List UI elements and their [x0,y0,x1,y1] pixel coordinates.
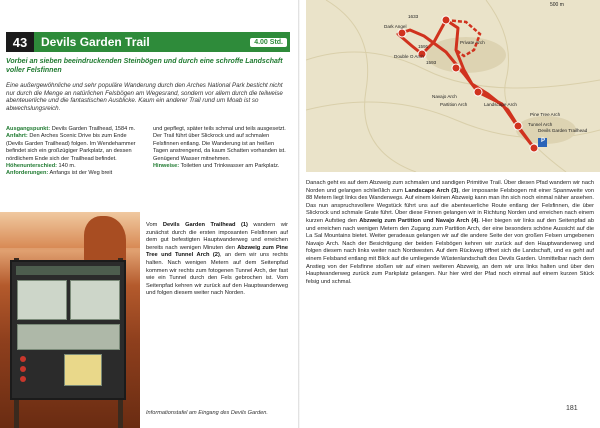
waypoint-2-icon [514,122,522,130]
map-label-dark-angel: Dark Angel [384,24,407,29]
access-label: Anfahrt: [6,133,28,140]
requirements-label: Anforderungen: [6,170,49,177]
waypoint-3-icon [474,88,482,96]
requirements-text: Anfangs ist der Weg breit [49,170,113,177]
facts-left [6,126,143,178]
facts-right [153,126,290,170]
body-junction: Abzweig zum Pine Tree und Tunnel Arch (2) [146,244,288,259]
board-panel [17,324,120,350]
start-text: Devils Garden Trailhead, 1584 m. [51,126,136,132]
parking-label: P [541,138,546,144]
photo-rock [84,216,126,264]
body-text-start: Vom [146,222,163,228]
elevation-text: 140 m. [58,163,76,170]
warning-sign-icon [20,356,26,362]
right-body-text [306,180,594,286]
map-label-private: Private Arch [460,40,485,45]
body-text [146,222,288,298]
map-label-tunnel: Tunnel Arch [528,122,553,127]
hints-text: Toiletten und Trinkwasser am Parkplatz. [180,163,280,170]
warning-sign-icon [20,376,26,382]
map-label-double-o: Double O Arch [394,54,424,59]
tour-time-badge: 4.00 Std. [250,38,287,47]
waypoint-1-icon [530,144,538,152]
map-elevation-2: 1593 [426,60,437,65]
map-label-trailhead: Devils Garden Trailhead [538,128,588,133]
map-scale: 500 m [550,2,564,8]
info-board-header [16,266,120,275]
tour-number: 43 [6,32,34,52]
map-label-landscape: Landscape Arch [484,102,517,107]
page-number: 181 [566,405,578,412]
map-drawing [306,0,600,172]
board-panel [17,280,67,320]
board-emblem-icon [64,354,102,386]
body-text-part: wandern wir zunächst durch die ersten imposanten Felsfinnen auf dem gut befestigten Hauptwanderweg und erreichen bereits nach wenigen Minuten den [146,222,288,251]
right-text-part: . Hier biegen wir links auf den Seitenpfad ab und erreichen nach wenigen Metern den Zugang zum Partition Arch, der eine besonders schöne Aussicht auf die La Sal Mountains bietet. Weiter geradeaus gelangen wir auf die andere Seite der von großen Felsen umgebenen Navajo Arch. Nach der Besichtigung der beiden Felsbögen kehren wir zurück auf den Hauptwanderweg und folgen diesem nach links weiter nach Nordwesten. Auf dem Rückweg öffnet sich die Landschaft, und es geht auf einem Felsband entlang mit Blick auf die umliegende Wüstenlandschaft des Devils Garden. Unmittelbar nach dem Anstieg von der Felsfinne stoßen wir auf einen weiteren Abzweig, an dem wir uns links halten und über den Hauptwanderweg zurück zum Parkplatz gelangen. Nur hier wird der Pfad noch einmal auf einem kurzen Stück felsig und schmal. [306,217,594,285]
map-label-navajo: Navajo Arch [432,94,457,99]
access-text: Den Arches Scenic Drive bis zum Ende (Devils Garden Trailhead) folgen. Im Wendehammer befindet sich ein großzügiger Parkplatz, an dessen nördlichem Ende sich der Trailhead befindet. [6,133,136,162]
info-board [10,260,126,400]
right-text-part: , der imposante Felsbogen mit einer Spannweite von 88 Metern liegt links des Wanderwegs. Auf einem kleinen Abzweig kann man ihn sich noch einmal näher ansehen. Das nun anspruchsvollere Wegstück führt uns auf die abenteuerliche Route entlang der Felsfinnen, die über Slickrock und schmale Grate führt. Über diese Finnen gelangen wir in Richtung Norden und erreichen nach einem kurzen Aufstieg den [306,187,594,224]
body-trailhead: Devils Garden Trailhead (1) [162,222,248,228]
tour-title: Devils Garden Trail [41,35,150,49]
body-text-part: , an dem wir uns rechts halten. Nach wenigen Metern auf dem Seitenpfad kommen wir rechts zum fotogenen Tunnel Arch, der fast wie ein Tunnel durch den Fels gebrochen ist. Vom Seitenpfad kehren wir zurück auf den Hauptwanderweg und folgen diesem weiter nach Norden. [146,252,288,297]
warning-sign-icon [20,366,26,372]
waypoint-4-icon [452,64,460,72]
photo-caption: Informationstafel am Eingang des Devils Garden. [146,410,268,416]
description-text: Eine außergewöhnliche und sehr populäre Wanderung durch den Arches National Park besticht nicht nur durch die Menge an natürlichen Felsbögen am Wegesrand, sondern vor allem durch die teilweise abenteuerliche und die fantastischen Ausblicke. Kaum ein anderer Trail rund um Moab ist so abwechslungsreich. [6,82,283,113]
route-map [306,0,600,172]
hints-label: Hinweise: [153,163,180,170]
map-label-partition: Partition Arch [440,102,468,107]
intro-text: Vorbei an sieben beeindruckenden Steinbögen und durch eine schroffe Landschaft voller Felsfinnen [6,58,283,74]
elevation-label: Höhenunterschied: [6,163,57,170]
waypoint-7-icon [442,16,450,24]
board-panel [70,280,120,320]
right-text-part: Danach geht es auf dem Abzweig zum schmalen und sandigen Primitive Trail. Über diesen Pfad wandern wir nach Norden und gelangen schließlich zum [306,180,594,194]
tour-header [6,32,290,52]
map-elevation-3: 1591 [418,44,429,49]
start-label: Ausgangspunkt: [6,126,51,132]
right-text-landscape: Landscape Arch (3) [404,187,459,194]
right-text-partition: Abzweig zum Partition und Navajo Arch (4) [359,217,479,224]
info-board-photo [0,212,140,428]
map-label-pine-tree: Pine Tree Arch [530,112,561,117]
map-elevation-1: 1633 [408,14,419,19]
waypoint-6-icon [398,29,406,37]
requirements-continued: und gepflegt, später teils schmal und teils ausgesetzt. Der Trail führt über Slickrock und auf schmalen Felsfinnen entlang. Die Wanderung ist an heißen Tagen anstrengend, da kaum Schatten vorhanden ist. Genügend Wasser mitnehmen. [153,126,286,162]
